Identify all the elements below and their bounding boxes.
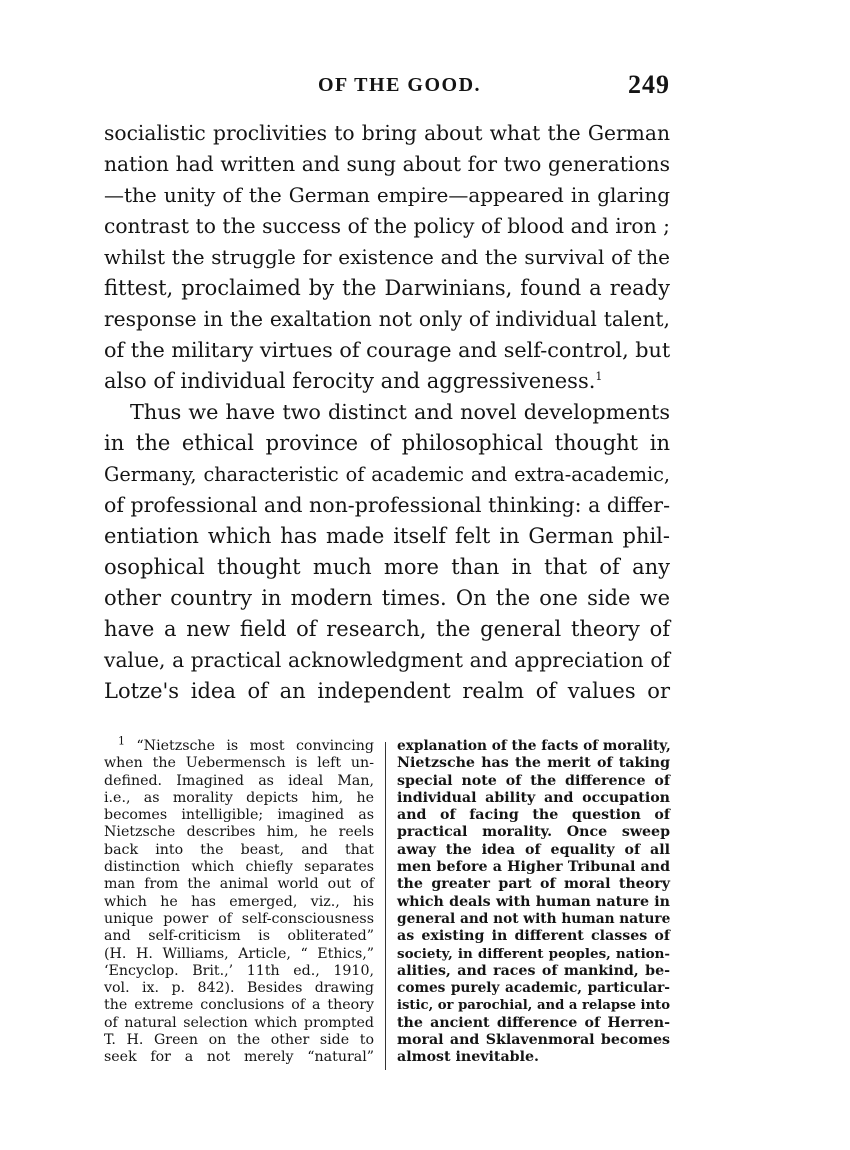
running-title: OF THE GOOD.: [318, 74, 482, 96]
page-number: 249: [628, 70, 670, 99]
footnote-line: the extreme conclusions of a theory: [104, 997, 374, 1014]
footnote-line: comes purely academic, particular-: [397, 980, 670, 997]
footnote-line: vol. ix. p. 842). Besides drawing: [104, 980, 374, 997]
footnote-line: explanation of the facts of morality,: [397, 738, 671, 754]
footnote-line: becomes intelligible; imagined as: [104, 807, 374, 824]
footnote-line: the ancient difference of Herren-: [397, 1014, 670, 1031]
footnote-line: T. H. Green on the other side to: [104, 1032, 374, 1049]
body-line: fittest, proclaimed by the Darwinians, found a ready: [104, 276, 670, 300]
footnote-line: as existing in different classes of: [397, 928, 670, 945]
footnote-column-right: [397, 738, 670, 1067]
footnote-line: moral and Sklavenmoral becomes: [397, 1032, 670, 1049]
body-line: response in the exaltation not only of individual talent,: [104, 307, 670, 331]
body-line: value, a practical acknowledgment and appreciation of: [104, 648, 670, 672]
footnote-line: practical morality. Once sweep: [397, 824, 670, 841]
body-line: Lotze's idea of an independent realm of values or: [104, 679, 670, 703]
body-line: Germany, characteristic of academic and extra-academic,: [104, 463, 670, 486]
footnote-line: man from the animal world out of: [104, 876, 374, 893]
footnote-line: the greater part of moral theory: [397, 876, 670, 893]
body-line: of professional and non-professional thinking: a differ-: [104, 493, 670, 517]
footnote-line: of natural selection which prompted: [104, 1014, 374, 1031]
footnote-line: alities, and races of mankind, be-: [397, 962, 670, 979]
footnote-line: special note of the difference of: [397, 772, 670, 789]
footnote-line: which deals with human nature in: [397, 893, 670, 910]
body-line: in the ethical province of philosophical thought in: [104, 431, 670, 455]
footnote-line: seek for a not merely “natural”: [104, 1049, 374, 1066]
body-line: have a new field of research, the general theory of: [104, 617, 670, 641]
footnote-line: away the idea of equality of all: [397, 841, 670, 858]
body-line: whilst the struggle for existence and the survival of the: [104, 245, 670, 269]
footnote-line: i.e., as morality depicts him, he: [104, 789, 374, 806]
footnote-line: Nietzsche describes him, he reels: [104, 824, 374, 841]
footnote-line: defined. Imagined as ideal Man,: [104, 772, 374, 789]
footnote-line: individual ability and occupation: [397, 789, 670, 806]
body-line: other country in modern times. On the one side we: [104, 586, 670, 610]
footnote-line: men before a Higher Tribunal and: [397, 859, 670, 876]
footnote-line: istic, or parochial, and a relapse into: [397, 998, 671, 1014]
body-text: [104, 118, 670, 707]
footnote-line: when the Uebermensch is left un-: [104, 755, 374, 772]
paragraph-start-line: Thus we have two distinct and novel developments: [130, 400, 670, 424]
footnote-line: almost inevitable.: [397, 1049, 539, 1066]
column-divider: [385, 742, 386, 1070]
running-header: [104, 72, 670, 104]
body-line: entiation which has made itself felt in German phil-: [104, 524, 670, 548]
body-line: of the military virtues of courage and self-control, but: [104, 338, 671, 362]
body-line: contrast to the success of the policy of blood and iron ;: [104, 214, 670, 238]
body-line: nation had written and sung about for two generations: [104, 152, 670, 176]
footnote-line: general and not with human nature: [397, 910, 671, 927]
body-line: socialistic proclivities to bring about what the German: [104, 121, 670, 145]
footnote-line: distinction which chiefly separates: [104, 859, 374, 876]
footnote-reference: 1: [595, 370, 603, 383]
footnote-marker: 1: [118, 734, 125, 748]
body-line: —the unity of the German empire—appeared in glaring: [104, 183, 670, 207]
footnote-line: (H. H. Williams, Article, “ Ethics,”: [104, 945, 374, 962]
footnote-line: which he has emerged, viz., his: [104, 893, 374, 910]
footnote-line: Nietzsche has the merit of taking: [397, 755, 670, 772]
footnote-column-left: [104, 734, 374, 1067]
footnote-line: society, in different peoples, nation-: [397, 945, 670, 962]
body-line: [104, 366, 670, 397]
footnote-line: back into the beast, and that: [104, 841, 374, 858]
body-line-text: also of individual ferocity and aggressiveness.: [104, 369, 596, 393]
body-line: osophical thought much more than in that of any: [104, 555, 670, 579]
footnote-line: and self-criticism is obliterated”: [104, 928, 374, 945]
footnote-line: and of facing the question of: [397, 807, 670, 824]
footnote-line: $^1$ “Nietzsche is most convincing: [118, 734, 374, 754]
footnote-line: ‘Encyclop. Brit.,’ 11th ed., 1910,: [104, 962, 374, 979]
footnote-line: unique power of self-consciousness: [104, 910, 374, 927]
